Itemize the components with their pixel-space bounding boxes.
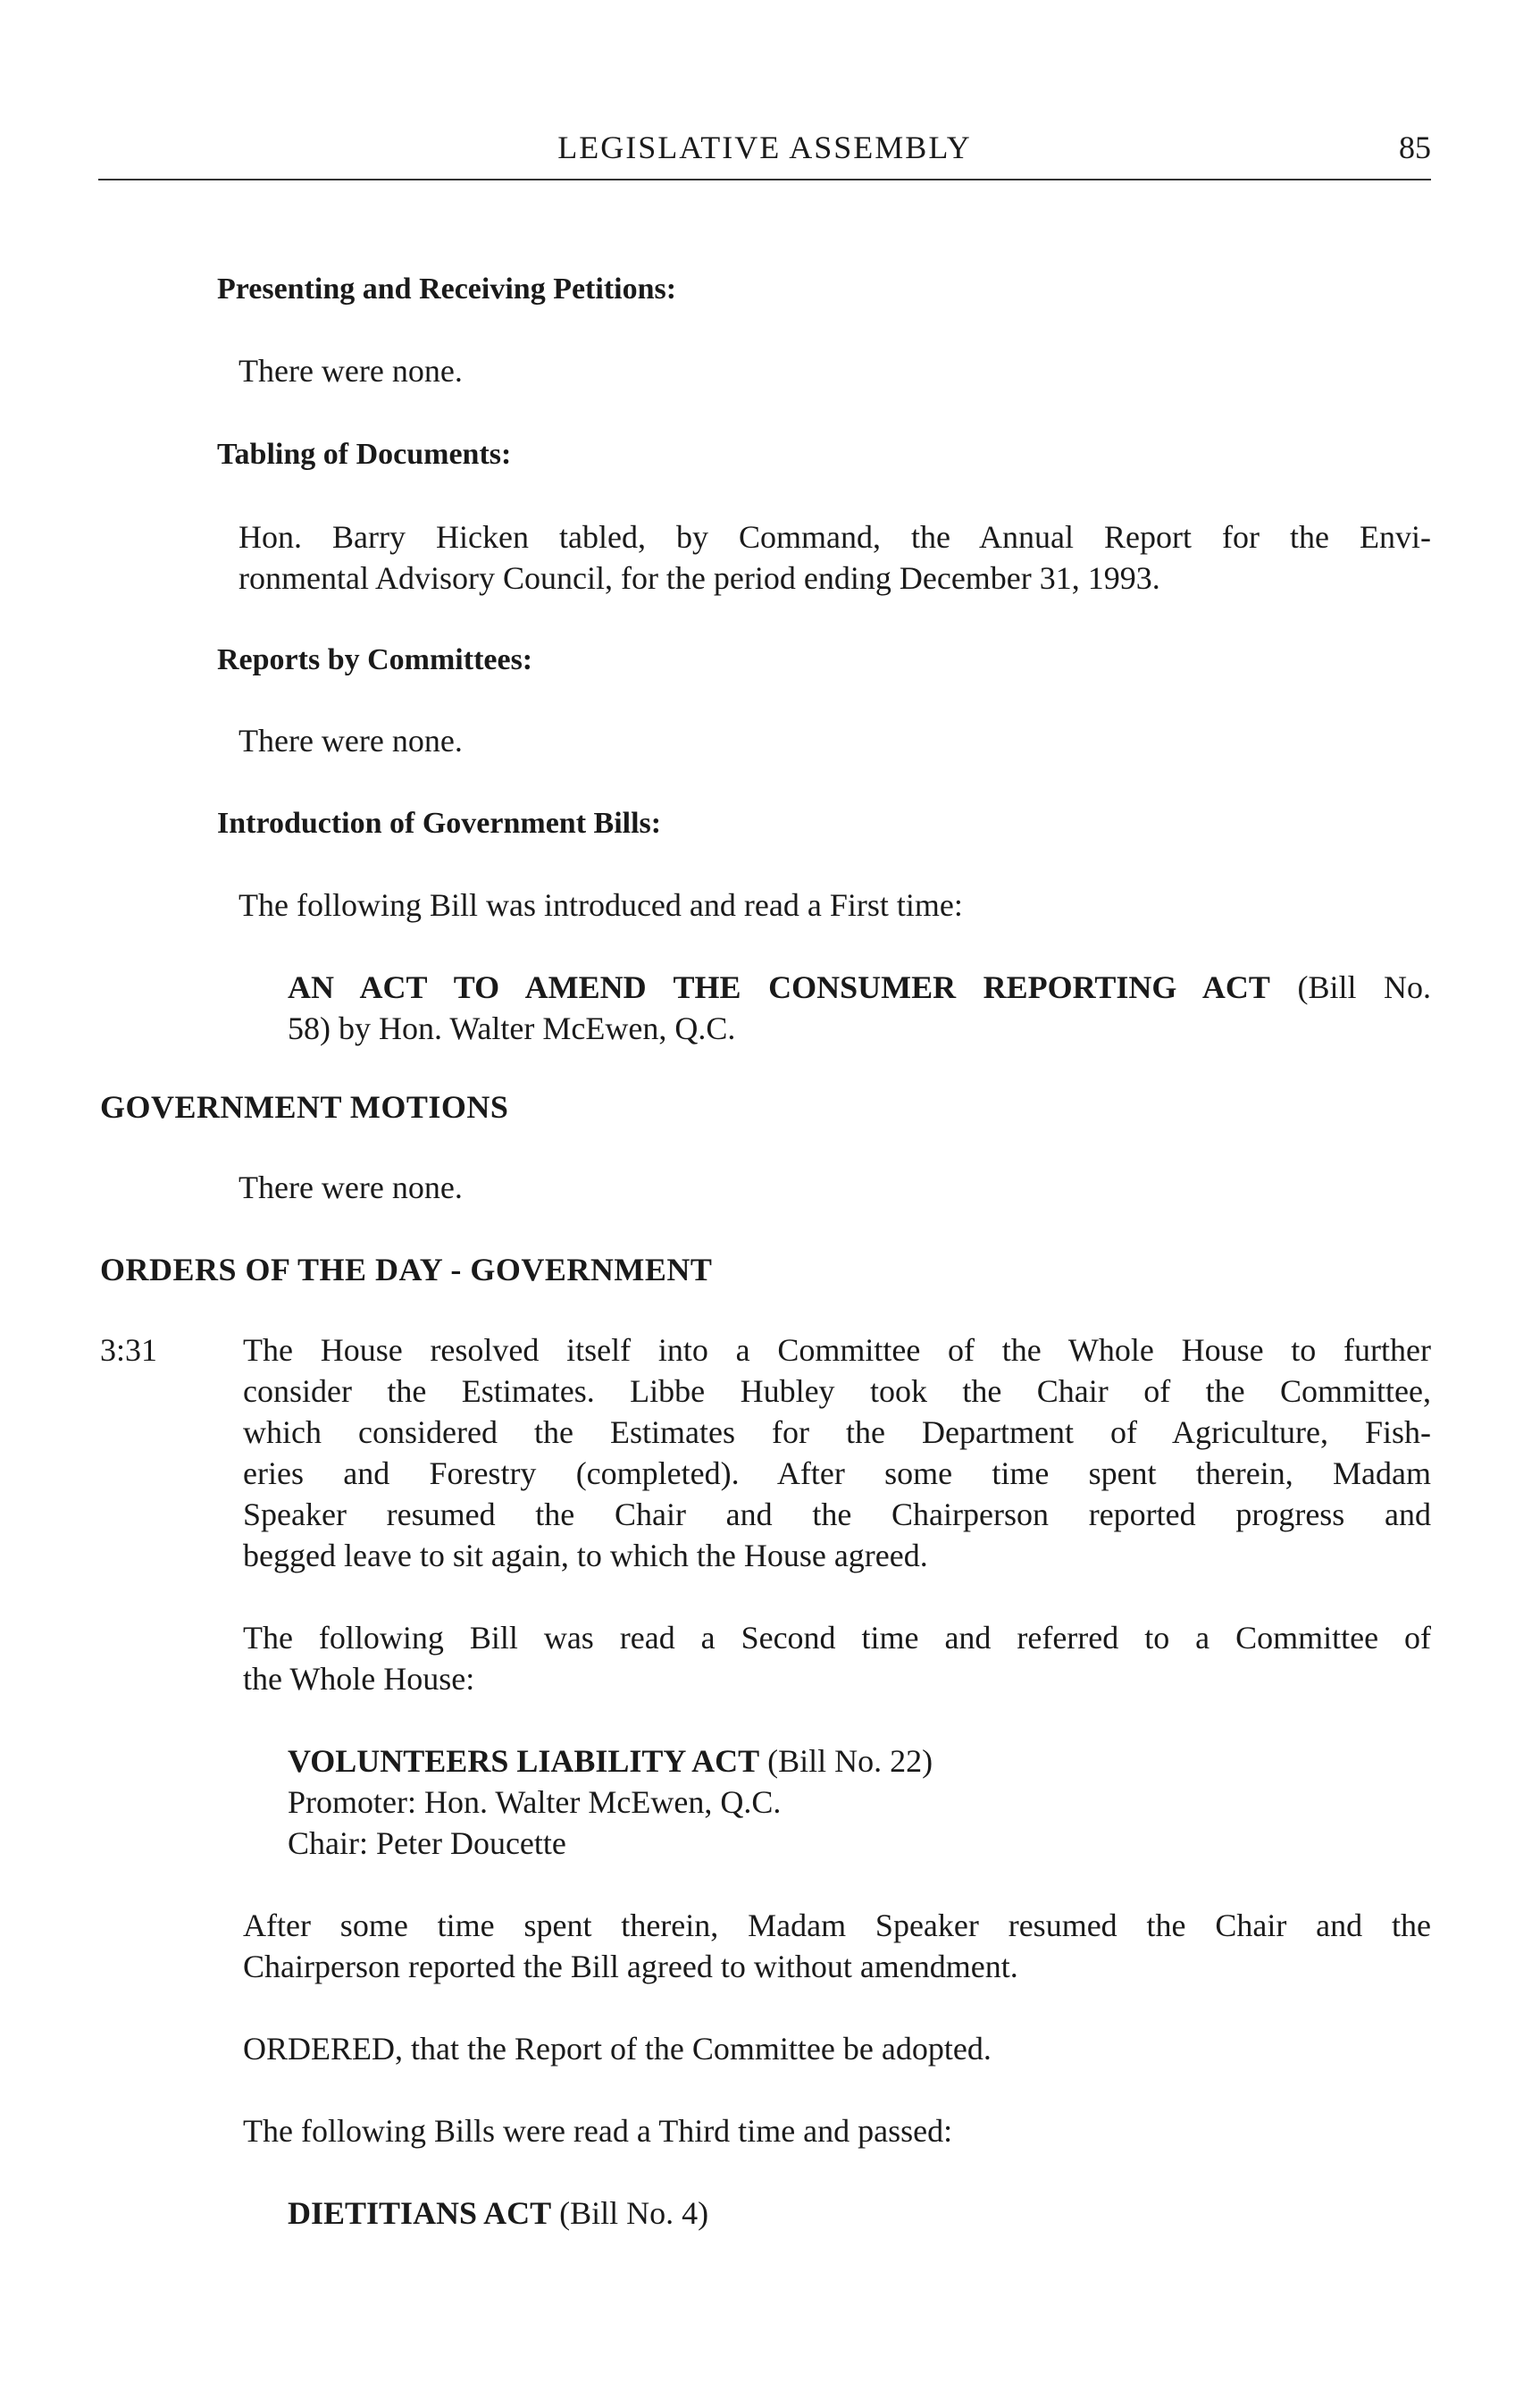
orders-para1-line-2: consider the Estimates. Libbe Hubley took the Chair of the Committee,	[243, 1373, 1431, 1409]
orders-para1-line-3: which considered the Estimates for the Department of Agriculture, Fish-	[243, 1414, 1431, 1450]
section-heading-petitions: Presenting and Receiving Petitions:	[217, 272, 677, 306]
orders-para1-line-5: Speaker resumed the Chair and the Chairperson reported progress and	[243, 1497, 1431, 1532]
tabling-line-2: ronmental Advisory Council, for the period ending December 31, 1993.	[239, 560, 1160, 596]
bill-22-title: VOLUNTEERS LIABILITY ACT	[288, 1743, 760, 1779]
section-heading-committees: Reports by Committees:	[217, 643, 533, 676]
orders-para3-line-1: After some time spent therein, Madam Speaker resumed the Chair and the	[243, 1908, 1431, 1943]
orders-para1-line-4: eries and Forestry (completed). After some time spent therein, Madam	[243, 1455, 1431, 1491]
section-heading-tabling: Tabling of Documents:	[217, 438, 512, 471]
running-title: LEGISLATIVE ASSEMBLY	[557, 130, 972, 165]
orders-para1-line-6: begged leave to sit again, to which the House agreed.	[243, 1538, 928, 1573]
gov-bills-intro: The following Bill was introduced and read a First time:	[239, 887, 963, 923]
bill-22-promoter: Promoter: Hon. Walter McEwen, Q.C.	[288, 1784, 782, 1820]
page-number: 85	[1399, 130, 1431, 165]
time-stamp: 3:31	[100, 1332, 158, 1368]
section-heading-gov-bills: Introduction of Government Bills:	[217, 807, 662, 840]
bill-4-title: DIETITIANS ACT	[288, 2195, 552, 2231]
petitions-text: There were none.	[239, 353, 463, 389]
page-header	[98, 125, 1431, 180]
bill-4-line	[288, 2193, 708, 2234]
orders-para3-line-2: Chairperson reported the Bill agreed to without amendment.	[243, 1949, 1018, 1984]
bill-22-chair: Chair: Peter Doucette	[288, 1825, 566, 1861]
orders-para2-line-2: the Whole House:	[243, 1661, 475, 1697]
ordered-text: ORDERED, that the Report of the Committee be adopted.	[243, 2031, 992, 2067]
bill-4-number: (Bill No. 4)	[559, 2195, 709, 2231]
bill-58-title: AN ACT TO AMEND THE CONSUMER REPORTING ACT	[288, 969, 1270, 1005]
third-reading-text: The following Bills were read a Third time and passed:	[243, 2113, 953, 2149]
orders-para1-line-1: The House resolved itself into a Committee of the Whole House to further	[243, 1332, 1431, 1368]
gov-motions-text: There were none.	[239, 1170, 463, 1205]
section-heading-gov-motions: GOVERNMENT MOTIONS	[100, 1089, 509, 1125]
bill-22-line	[288, 1740, 933, 1782]
committees-text: There were none.	[239, 723, 463, 759]
bill-58-number-start: (Bill No.	[1297, 969, 1431, 1005]
bill-22-number: (Bill No. 22)	[767, 1743, 933, 1779]
bill-58-line-1	[288, 967, 1431, 1008]
section-heading-orders: ORDERS OF THE DAY - GOVERNMENT	[100, 1252, 713, 1287]
orders-para2-line-1: The following Bill was read a Second time and referred to a Committee of	[243, 1620, 1431, 1656]
bill-58-line-2: 58) by Hon. Walter McEwen, Q.C.	[288, 1010, 736, 1046]
tabling-line-1: Hon. Barry Hicken tabled, by Command, the Annual Report for the Envi-	[239, 519, 1431, 555]
